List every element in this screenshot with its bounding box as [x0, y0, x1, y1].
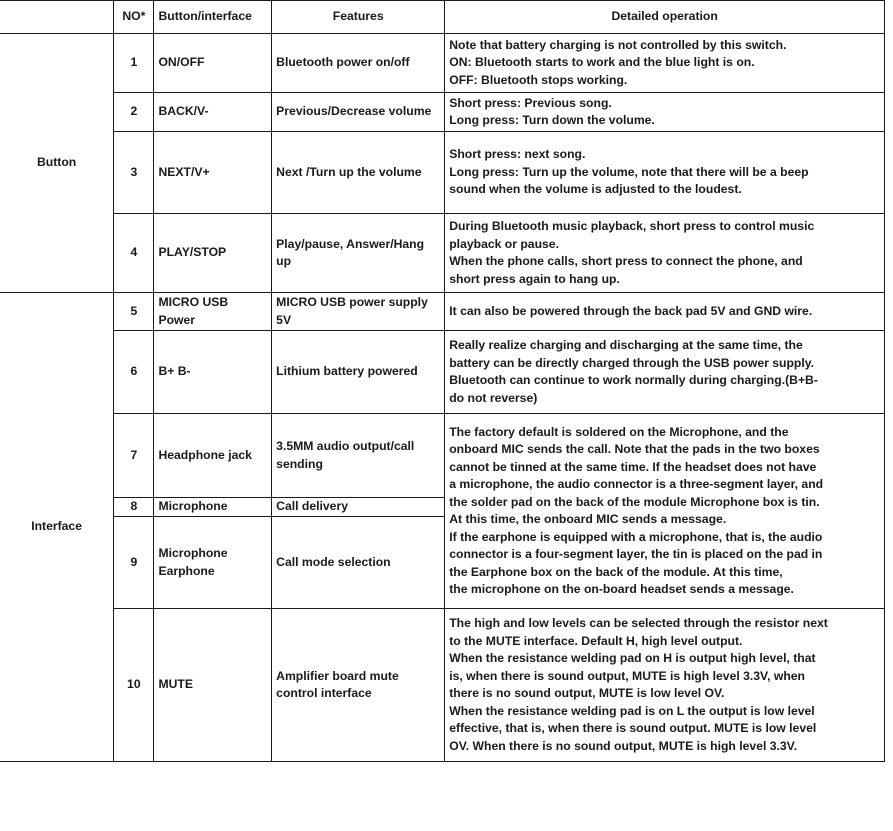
detail-line: is, when there is sound output, MUTE is high level 3.3V, when — [449, 668, 805, 683]
header-group-cell — [0, 1, 114, 34]
detail-line: Note that battery charging is not controlled by this switch. — [449, 37, 787, 52]
row-no: 5 — [114, 293, 154, 331]
detail-line: the solder pad on the back of the module Microphone box is tin. — [449, 494, 820, 509]
detail-line: battery can be directly charged through the USB power supply. — [449, 355, 815, 370]
header-button-interface: Button/interface — [154, 1, 272, 34]
row-name: PLAY/STOP — [154, 214, 272, 293]
table-row — [0, 414, 885, 498]
detail-line: Really realize charging and discharging at the same time, the — [449, 338, 803, 352]
row-features: Call mode selection — [272, 517, 445, 609]
table-row — [0, 34, 885, 93]
row-features: Play/pause, Answer/Hang up — [272, 214, 445, 293]
detail-line: During Bluetooth music playback, short press to control music — [449, 219, 815, 233]
row-features: Lithium battery powered — [272, 331, 445, 414]
detail-line: OV. When there is no sound output, MUTE is high level 3.3V. — [449, 738, 798, 753]
detail-line: OFF: Bluetooth stops working. — [449, 72, 628, 87]
detail-line: a microphone, the audio connector is a three-segment layer, and — [449, 477, 824, 491]
detail-line: cannot be tinned at the same time. If the headset does not have — [449, 459, 817, 474]
table-row — [0, 609, 885, 762]
row-name: MUTE — [154, 609, 272, 762]
detail-line: connector is a four-segment layer, the tin is placed on the pad in — [449, 547, 823, 561]
row-detail — [445, 214, 885, 293]
group-label-button: Button — [0, 34, 114, 293]
detail-line: to the MUTE interface. Default H, high level output. — [449, 633, 743, 648]
row-detail — [445, 93, 885, 132]
detail-line: When the resistance welding pad on H is output high level, that — [449, 651, 816, 665]
detail-line: the Earphone box on the back of the module. At this time, — [449, 564, 783, 579]
row-name: Microphone Earphone — [154, 517, 272, 609]
detail-line: do not reverse) — [449, 390, 538, 405]
detail-line: If the earphone is equipped with a microphone, that is, the audio — [449, 529, 823, 544]
detail-line: The high and low levels can be selected through the resistor next — [449, 616, 828, 630]
row-no: 8 — [114, 498, 154, 517]
table-row — [0, 93, 885, 132]
detail-line: Long press: Turn up the volume, note that there will be a beep — [449, 164, 809, 179]
row-name: Microphone — [154, 498, 272, 517]
table-row — [0, 331, 885, 414]
detail-line: the microphone on the on-board headset sends a message. — [449, 582, 794, 596]
row-no: 7 — [114, 414, 154, 498]
row-name: NEXT/V+ — [154, 132, 272, 214]
row-features: Bluetooth power on/off — [272, 34, 445, 93]
header-row — [0, 1, 885, 34]
detail-line: It can also be powered through the back pad 5V and GND wire. — [449, 303, 813, 318]
row-detail-merged — [445, 414, 885, 609]
detail-line: effective, that is, when there is sound output. MUTE is low level — [449, 721, 817, 735]
row-no: 9 — [114, 517, 154, 609]
detail-line: ON: Bluetooth starts to work and the blue light is on. — [449, 55, 755, 70]
group-label-interface: Interface — [0, 293, 114, 762]
row-name: ON/OFF — [154, 34, 272, 93]
detail-line: playback or pause. — [449, 236, 559, 251]
row-features: Next /Turn up the volume — [272, 132, 445, 214]
row-name: Headphone jack — [154, 414, 272, 498]
header-no: NO* — [114, 1, 154, 34]
row-no: 3 — [114, 132, 154, 214]
row-features: Previous/Decrease volume — [272, 93, 445, 132]
table-row — [0, 293, 885, 331]
table-row — [0, 132, 885, 214]
row-features: Amplifier board mute control interface — [272, 609, 445, 762]
detail-line: short press again to hang up. — [449, 271, 620, 286]
row-features: Call delivery — [272, 498, 445, 517]
row-no: 2 — [114, 93, 154, 132]
detail-line: there is no sound output, MUTE is low level OV. — [449, 686, 725, 700]
header-detailed-operation: Detailed operation — [445, 1, 885, 34]
detail-line: Short press: Previous song. — [449, 95, 612, 110]
row-detail — [445, 34, 885, 93]
detail-line: The factory default is soldered on the Microphone, and the — [449, 424, 789, 439]
row-detail — [445, 132, 885, 214]
row-no: 4 — [114, 214, 154, 293]
detail-line: Short press: next song. — [449, 147, 586, 162]
detail-line: Bluetooth can continue to work normally during charging.(B+B- — [449, 373, 818, 387]
table-row — [0, 214, 885, 293]
detail-line: sound when the volume is adjusted to the loudest. — [449, 182, 742, 197]
row-features: 3.5MM audio output/call sending — [272, 414, 445, 498]
detail-line: When the phone calls, short press to connect the phone, and — [449, 254, 803, 268]
detail-line: onboard MIC sends the call. Note that the pads in the two boxes — [449, 442, 820, 456]
row-name: BACK/V- — [154, 93, 272, 132]
detail-line: At this time, the onboard MIC sends a message. — [449, 512, 727, 526]
header-features: Features — [272, 1, 445, 34]
row-no: 10 — [114, 609, 154, 762]
row-detail — [445, 609, 885, 762]
row-no: 6 — [114, 331, 154, 414]
detail-line: Long press: Turn down the volume. — [449, 113, 655, 127]
row-features: MICRO USB power supply 5V — [272, 293, 445, 331]
row-name: MICRO USB Power — [154, 293, 272, 331]
row-name: B+ B- — [154, 331, 272, 414]
detail-line: When the resistance welding pad is on L the output is low level — [449, 703, 815, 718]
row-detail — [445, 331, 885, 414]
row-detail — [445, 293, 885, 331]
row-no: 1 — [114, 34, 154, 93]
